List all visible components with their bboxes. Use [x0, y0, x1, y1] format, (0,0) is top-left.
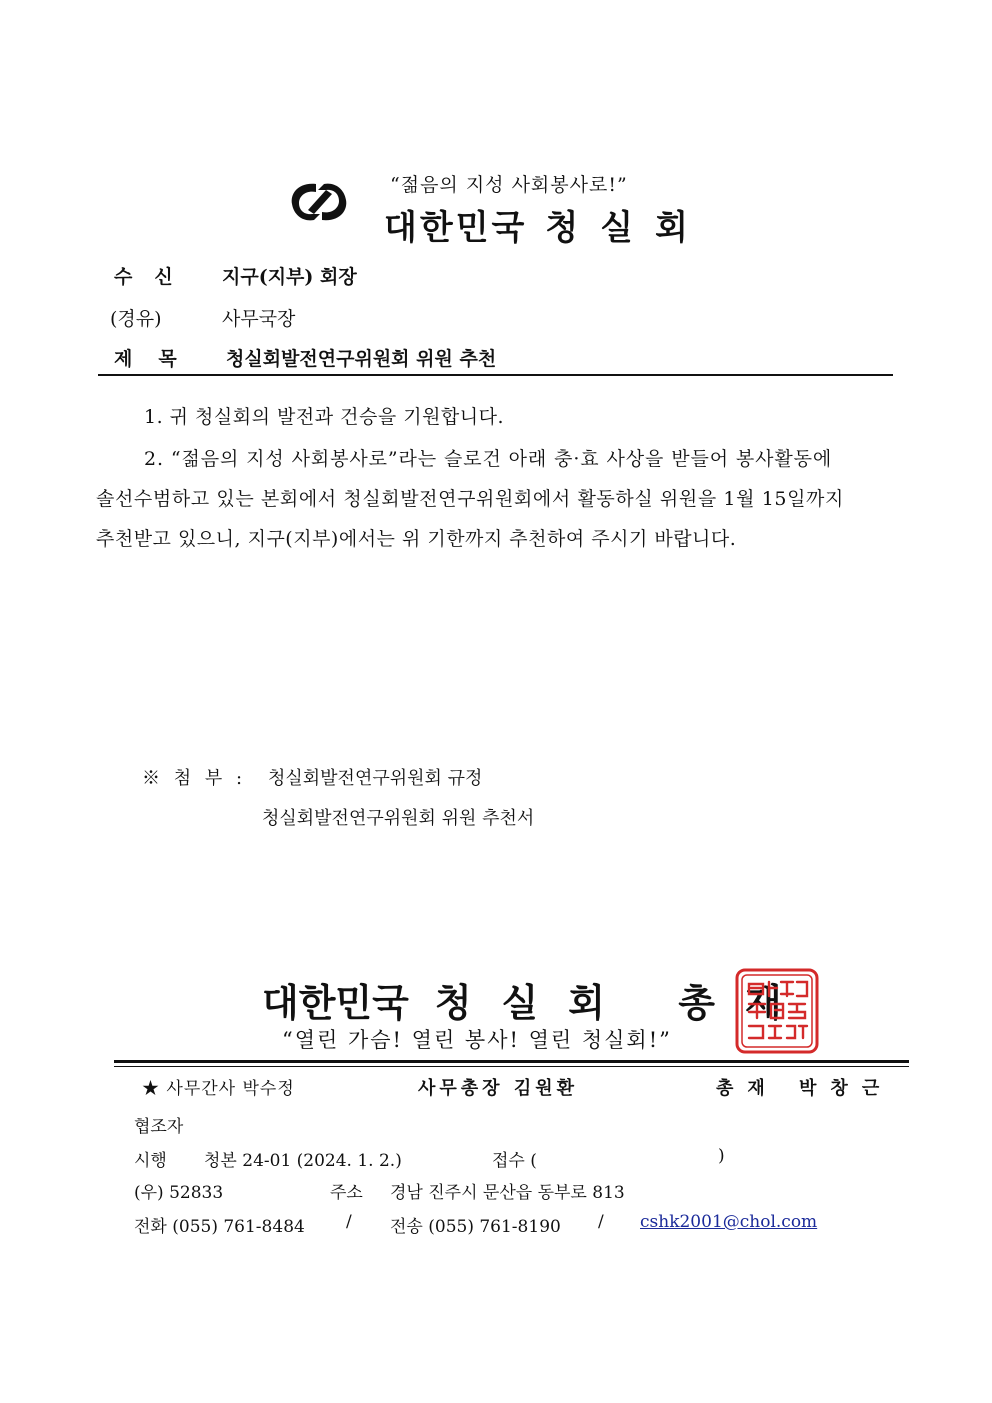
address-value: 경남 진주시 문산읍 동부로 813	[390, 1183, 625, 1203]
via-label: (경유)	[110, 308, 162, 330]
to-label: 수신	[114, 266, 195, 288]
separator-2: /	[598, 1212, 604, 1232]
drafter: ★ 사무간사 박수정	[142, 1079, 295, 1099]
footer-divider-thin	[114, 1066, 909, 1067]
receipt-close: )	[718, 1146, 725, 1166]
org-title	[384, 200, 710, 249]
subject-value: 청실회발전연구위원회 위원 추천	[226, 348, 497, 370]
footer-title-part1: 대한민국	[262, 980, 409, 1025]
via-value: 사무국장	[222, 308, 296, 330]
fax: 전송 (055) 761-8190	[390, 1217, 561, 1237]
attachment-label: ※ 첨 부 :	[142, 768, 247, 789]
email-link[interactable]: cshk2001@chol.com	[640, 1212, 818, 1232]
header-slogan: “젊음의 지성 사회봉사로!”	[390, 174, 628, 196]
phone: 전화 (055) 761-8484	[134, 1217, 305, 1237]
footer-slogan: “열린 가슴! 열린 봉사! 열린 청실회!”	[282, 1028, 672, 1052]
cooperator-label: 협조자	[134, 1117, 184, 1137]
footer-title-part2: 청실회 총재	[434, 980, 812, 1025]
body-paragraph-2-line-2: 솔선수범하고 있는 본회에서 청실회발전연구위원회에서 활동하실 위원을 1월 15일까지	[96, 488, 844, 510]
footer-divider-thick	[114, 1060, 909, 1063]
body-paragraph-2-line-3: 추천받고 있으니, 지구(지부)에서는 위 기한까지 추천하여 주시기 바랍니다.	[96, 528, 737, 550]
address-label: 주소	[330, 1183, 363, 1203]
president: 총재 박창근	[716, 1078, 894, 1099]
enforce-label: 시행	[134, 1151, 167, 1171]
red-official-seal-icon	[735, 968, 819, 1054]
header-divider	[98, 374, 893, 376]
separator-1: /	[346, 1212, 352, 1232]
receipt-label: 접수 (	[492, 1151, 537, 1171]
to-value: 지구(지부) 회장	[222, 266, 357, 288]
enforce-value: 청본 24-01 (2024. 1. 2.)	[204, 1151, 402, 1171]
org-title-part2: 청실회	[545, 208, 710, 248]
subject-label: 제목	[114, 348, 203, 370]
body-paragraph-1: 1. 귀 청실회의 발전과 건승을 기원합니다.	[144, 406, 505, 428]
org-title-part1: 대한민국	[384, 208, 528, 248]
footer-title	[262, 972, 812, 1027]
attachment-item-2: 청실회발전연구위원회 위원 추천서	[262, 808, 535, 829]
chain-link-logo-icon	[286, 176, 352, 228]
attachment-item-1: 청실회발전연구위원회 규정	[268, 768, 483, 789]
secretary-general: 사무총장 김원환	[418, 1078, 578, 1099]
body-paragraph-2-line-1: 2. “젊음의 지성 사회봉사로”라는 슬로건 아래 충·효 사상을 받들어 봉사활동에	[144, 448, 833, 470]
postal-code: (우) 52833	[134, 1183, 224, 1203]
